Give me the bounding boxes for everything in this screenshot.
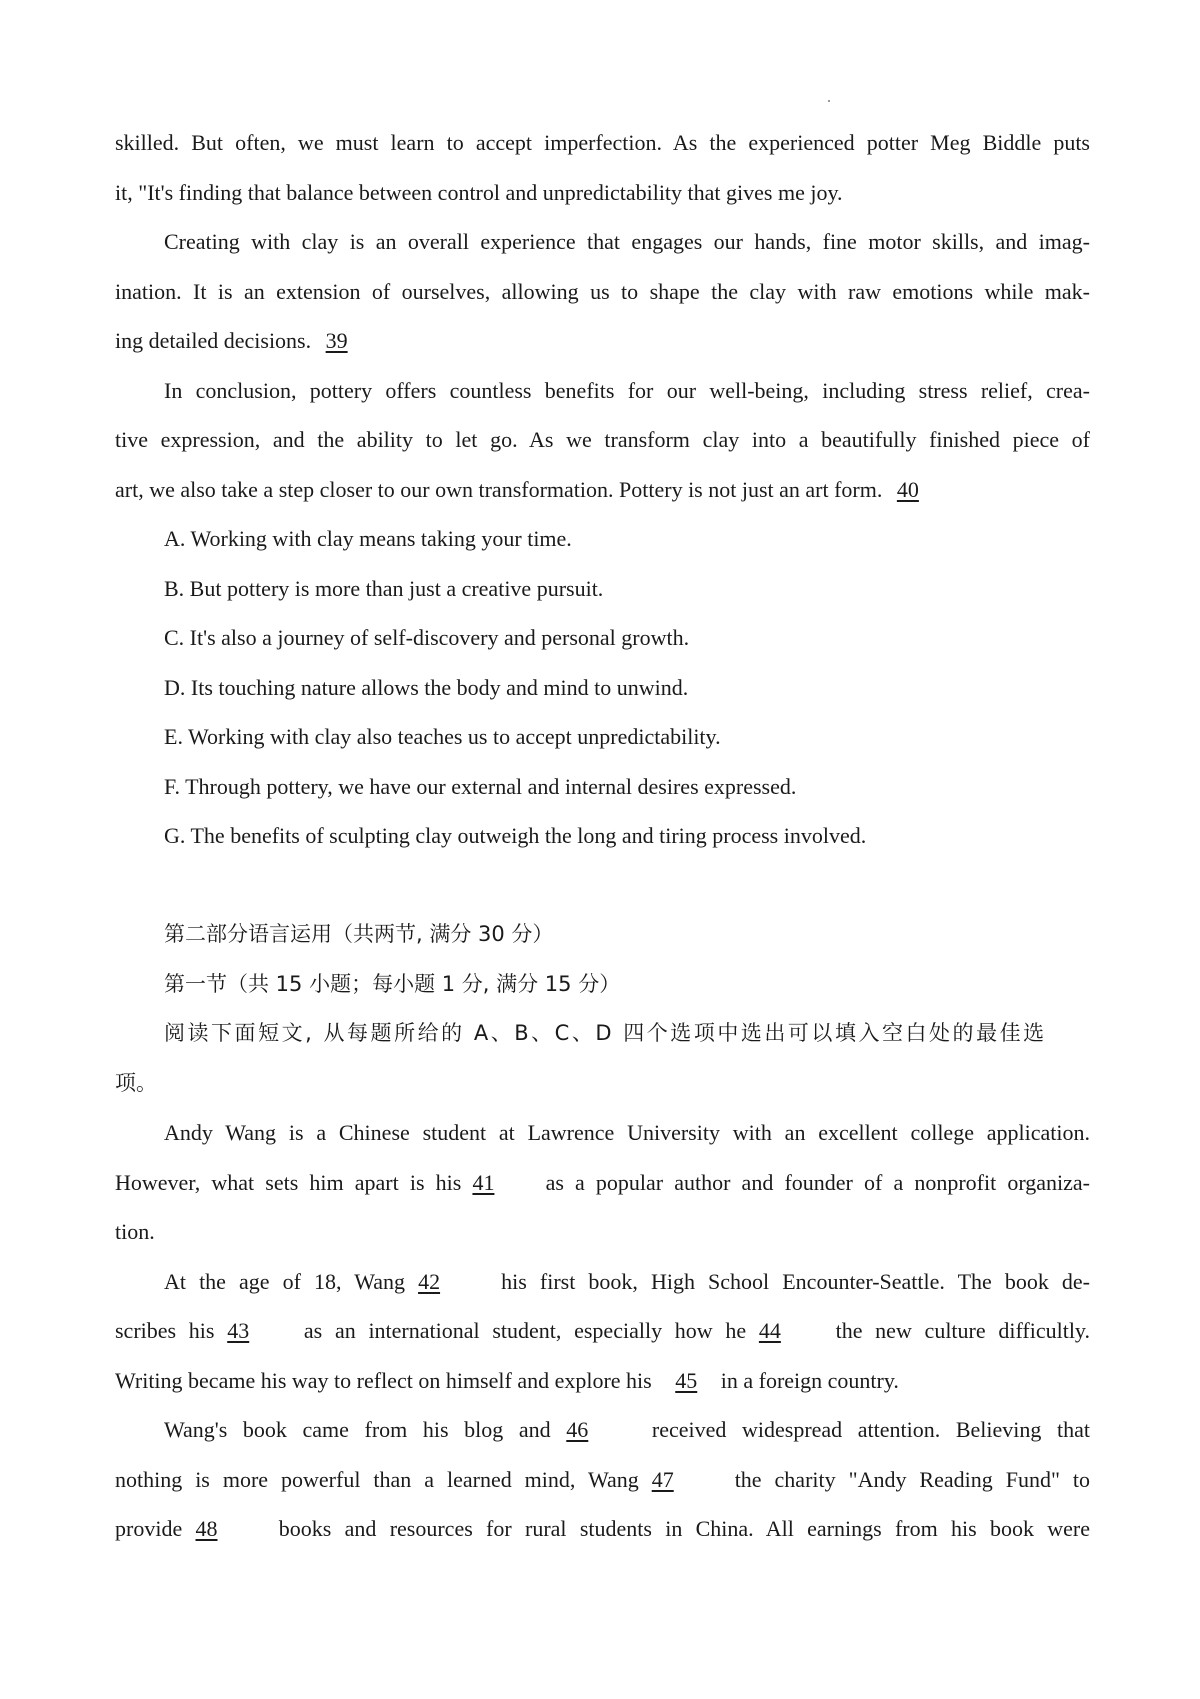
passage-line: art, we also take a step closer to our own transformation. Pottery is not just an art form. 40 <box>115 465 1090 515</box>
cloze-line: However, what sets him apart is his 41 as a popular author and founder of a nonprofit organiza- <box>115 1158 1090 1208</box>
passage-line: In conclusion, pottery offers countless benefits for our well-being, including stress relief, crea- <box>164 377 1090 403</box>
section-gap <box>115 861 1090 911</box>
answer-blank-45[interactable]: 45 <box>675 1367 698 1393</box>
answer-blank-42[interactable]: 42 <box>418 1268 441 1294</box>
option-item: G. The benefits of sculpting clay outweigh the long and tiring process involved. <box>164 823 867 848</box>
passage-line: Creating with clay is an overall experience that engages our hands, fine motor skills, and imag- <box>164 229 1090 254</box>
passage-line: skilled. But often, we must learn to accept imperfection. As the experienced potter Meg Biddle puts <box>115 130 1090 155</box>
cloze-line: Andy Wang is a Chinese student at Lawrence University with an excellent college application. <box>164 1120 1090 1145</box>
cloze-line: Writing became his way to reflect on himself and explore his 45 in a foreign country. <box>115 1356 1090 1406</box>
option-item: B. But pottery is more than just a creative pursuit. <box>164 575 604 601</box>
answer-blank-46[interactable]: 46 <box>566 1417 589 1442</box>
option-item: D. Its touching nature allows the body and mind to unwind. <box>164 674 689 700</box>
passage-line: tive expression, and the ability to let go. As we transform clay into a beautifully finished piece of <box>115 427 1090 452</box>
answer-blank-43[interactable]: 43 <box>227 1318 250 1343</box>
passage-line: ination. It is an extension of ourselves, allowing us to shape the clay with raw emotions while mak- <box>115 278 1090 304</box>
answer-blank-44[interactable]: 44 <box>758 1318 781 1343</box>
cloze-line: At the age of 18, Wang 42 his first book, High School Encounter-Seattle. The book de- <box>115 1257 1090 1307</box>
option-item: C. It's also a journey of self-discovery and personal growth. <box>164 625 690 650</box>
part-title: 第二部分语言运用（共两节, 满分 30 分） <box>164 922 554 946</box>
answer-blank-48[interactable]: 48 <box>195 1516 218 1541</box>
instruction-line: 项。 <box>115 1070 157 1095</box>
cloze-line: Wang's book came from his blog and 46 received widespread attention. Believing that <box>115 1405 1090 1455</box>
answer-blank-40[interactable]: 40 <box>896 476 919 502</box>
cloze-line: scribes his 43 as an international student, especially how he 44 the new culture difficultly. <box>115 1306 1090 1356</box>
page-content <box>115 118 1090 1554</box>
cloze-line: provide 48 books and resources for rural students in China. All earnings from his book were <box>115 1504 1090 1554</box>
cloze-line: nothing is more powerful than a learned mind, Wang 47 the charity "Andy Reading Fund" to <box>115 1455 1090 1505</box>
answer-blank-39[interactable]: 39 <box>325 328 348 353</box>
subsection-title: 第一节（共 15 小题；每小题 1 分, 满分 15 分） <box>164 971 621 996</box>
option-item: F. Through pottery, we have our external and internal desires expressed. <box>164 773 797 799</box>
scan-speck <box>828 100 830 102</box>
passage-line: ing detailed decisions. 39 <box>115 316 1090 366</box>
answer-blank-47[interactable]: 47 <box>651 1466 674 1492</box>
cloze-line: tion. <box>115 1219 155 1244</box>
passage-line: it, "It's finding that balance between control and unpredictability that gives me joy. <box>115 179 843 205</box>
option-item: E. Working with clay also teaches us to accept unpredictability. <box>164 724 721 749</box>
instruction-line: 阅读下面短文, 从每题所给的 A、B、C、D 四个选项中选出可以填入空白处的最佳选 <box>164 1021 1047 1045</box>
answer-blank-41[interactable]: 41 <box>472 1169 495 1195</box>
option-item: A. Working with clay means taking your time. <box>164 526 572 551</box>
